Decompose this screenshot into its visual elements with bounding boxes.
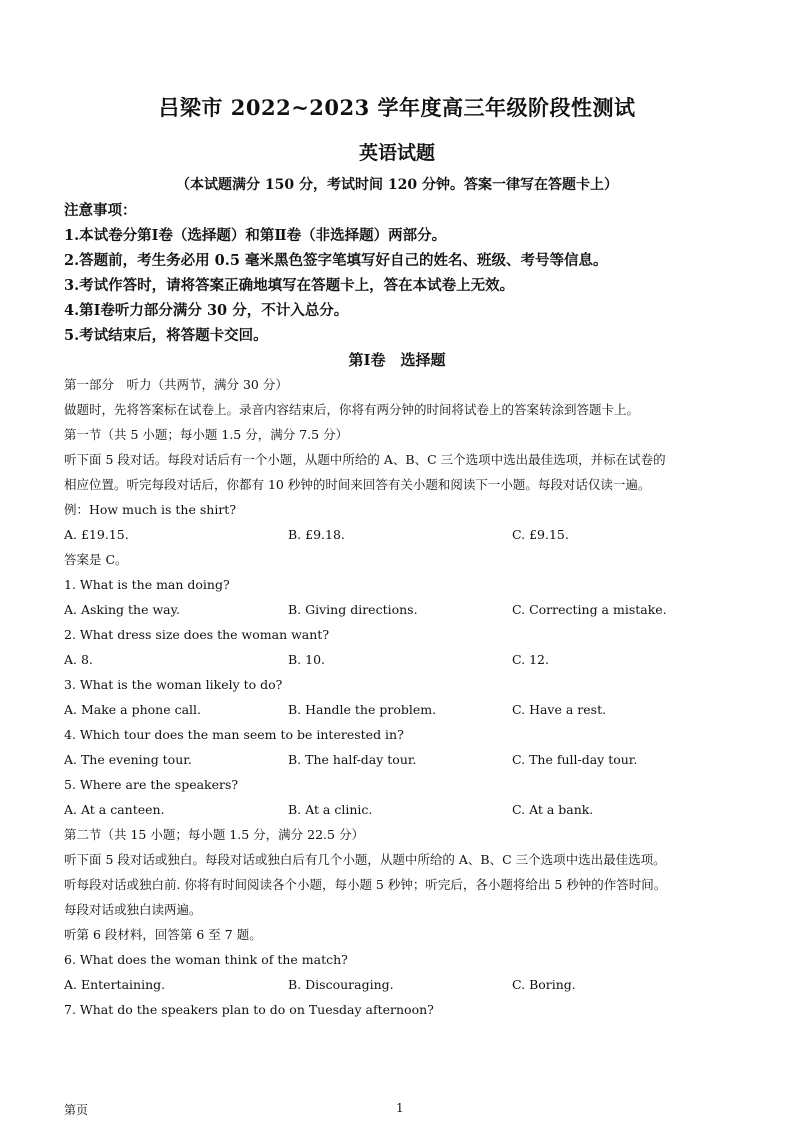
volume-title: 第Ⅰ卷 选择题	[348, 351, 446, 369]
example-question: 例：How much is the shirt?	[64, 502, 237, 517]
option-c: C. At a bank.	[512, 802, 594, 817]
question-text: 1. What is the man doing?	[64, 577, 230, 592]
question-options	[64, 972, 754, 997]
instruction-line: 听下面 5 段对话或独白。每段对话或独白后有几个小题，从题中所给的 A、B、C 三个选项中选出最佳选项。	[64, 852, 666, 867]
question-text: 4. Which tour does the man seem to be interested in?	[64, 727, 404, 742]
instruction-line: 相应位置。听完每段对话后，你都有 10 秒钟的时间来回答有关小题和阅读下一小题。每段对话仅读一遍。	[64, 477, 651, 492]
footer-page-label: 第页	[64, 1103, 89, 1117]
listening-section	[64, 372, 754, 1022]
question-options	[64, 747, 754, 772]
note-item: 3.考试作答时，请将答案正确地填写在答题卡上，答在本试卷上无效。	[64, 277, 515, 294]
question-options	[64, 597, 754, 622]
note-item: 5.考试结束后，将答题卡交回。	[64, 327, 268, 344]
option-c: C. Boring.	[512, 977, 576, 992]
part-heading: 第一部分 听力（共两节，满分 30 分）	[64, 377, 288, 392]
option-c: C. The full-day tour.	[512, 752, 638, 767]
question-options	[64, 697, 754, 722]
exam-subject: 英语试题	[358, 142, 435, 164]
option-b: B. £9.18.	[288, 527, 345, 542]
question-text: 7. What do the speakers plan to do on Tuesday afternoon?	[64, 1002, 434, 1017]
example-options	[64, 522, 754, 547]
question-text: 2. What dress size does the woman want?	[64, 627, 330, 642]
question-text: 3. What is the woman likely to do?	[64, 677, 283, 692]
option-a: A. At a canteen.	[64, 802, 165, 817]
instruction-line: 每段对话或独白读两遍。	[64, 902, 202, 917]
option-b: B. Discouraging.	[288, 977, 394, 992]
subsection-title: 第一节（共 5 小题；每小题 1.5 分，满分 7.5 分）	[64, 427, 349, 442]
option-c: C. Correcting a mistake.	[512, 602, 667, 617]
question-options	[64, 797, 754, 822]
question-text: 6. What does the woman think of the match?	[64, 952, 348, 967]
option-a: A. £19.15.	[64, 527, 129, 542]
option-c: C. £9.15.	[512, 527, 569, 542]
option-b: B. 10.	[288, 652, 326, 667]
material-heading: 听第 6 段材料，回答第 6 至 7 题。	[64, 927, 262, 942]
notes-heading: 注意事项：	[64, 202, 137, 219]
exam-title: 吕梁市 2022~2023 学年度高三年级阶段性测试	[158, 95, 636, 120]
option-b: B. The half-day tour.	[288, 752, 417, 767]
subsection-title: 第二节（共 15 小题；每小题 1.5 分，满分 22.5 分）	[64, 827, 364, 842]
option-a: A. Make a phone call.	[64, 702, 202, 717]
question-text: 5. Where are the speakers?	[64, 777, 239, 792]
instruction-line: 听每段对话或独白前. 你将有时间阅读各个小题，每小题 5 秒钟；听完后，各小题将给出 5 秒钟的作答时间。	[64, 877, 667, 892]
option-c: C. Have a rest.	[512, 702, 607, 717]
footer-page-number: 1	[396, 1101, 404, 1115]
option-b: B. At a clinic.	[288, 802, 373, 817]
note-item: 4.第Ⅰ卷听力部分满分 30 分，不计入总分。	[64, 302, 349, 319]
option-c: C. 12.	[512, 652, 549, 667]
option-b: B. Giving directions.	[288, 602, 418, 617]
option-a: A. Asking the way.	[64, 602, 180, 617]
option-b: B. Handle the problem.	[288, 702, 437, 717]
option-a: A. Entertaining.	[64, 977, 166, 992]
note-item: 2.答题前，考生务必用 0.5 毫米黑色签字笔填写好自己的姓名、班级、考号等信息。	[64, 252, 608, 269]
example-answer: 答案是 C。	[64, 552, 128, 567]
part-intro: 做题时，先将答案标在试卷上。录音内容结束后，你将有两分钟的时间将试卷上的答案转涂到答题卡上。	[64, 402, 640, 417]
option-a: A. The evening tour.	[64, 752, 192, 767]
exam-info: （本试题满分 150 分，考试时间 120 分钟。答案一律写在答题卡上）	[176, 177, 618, 193]
option-a: A. 8.	[64, 652, 93, 667]
instruction-line: 听下面 5 段对话。每段对话后有一个小题，从题中所给的 A、B、C 三个选项中选出最佳选项，并标在试卷的	[64, 452, 666, 467]
note-item: 1.本试卷分第Ⅰ卷（选择题）和第Ⅱ卷（非选择题）两部分。	[64, 227, 447, 244]
notes-block	[64, 198, 744, 348]
question-options	[64, 647, 754, 672]
